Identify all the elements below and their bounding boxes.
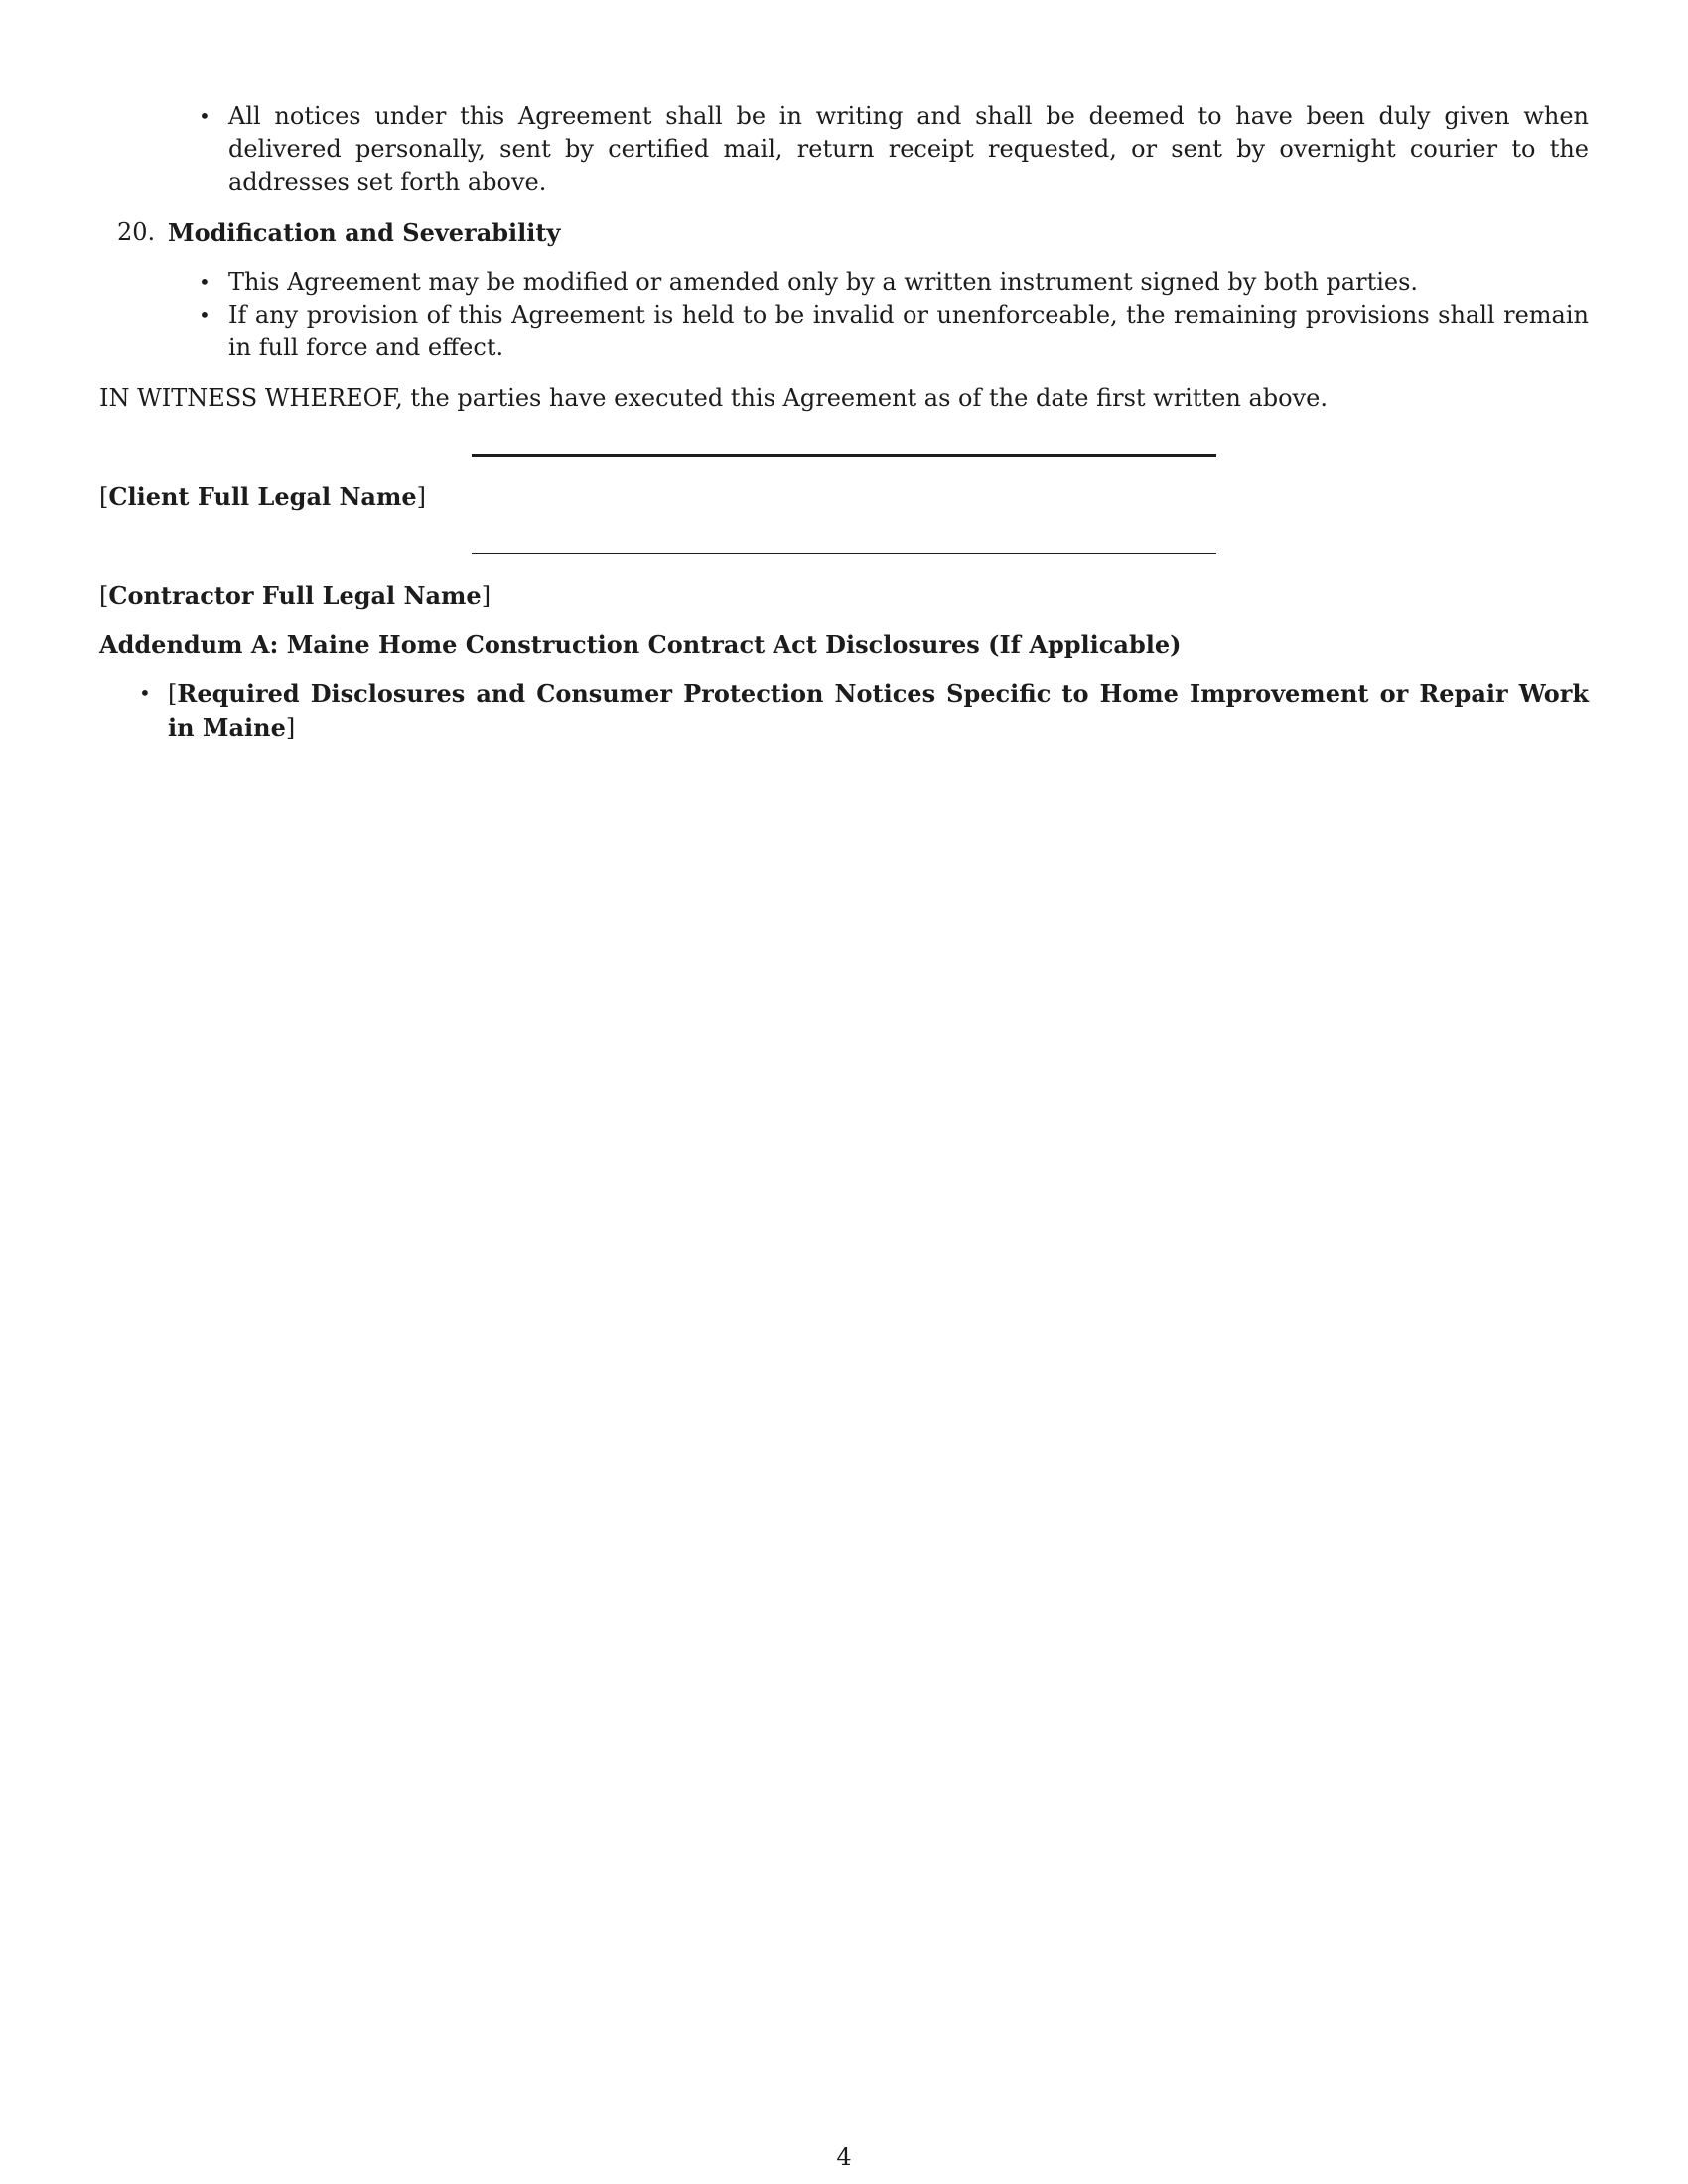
bracket-close: ]	[481, 582, 492, 610]
addendum-title: Addendum A: Maine Home Construction Contract Act Disclosures (If Applicable)	[99, 630, 1182, 659]
bullet-marker: •	[199, 104, 211, 128]
bracket-open: [	[99, 582, 109, 610]
bracket-close: ]	[416, 483, 427, 511]
section-number: 20.	[117, 218, 156, 246]
client-name-block	[99, 480, 993, 514]
severability-paragraph: If any provision of this Agreement is held to be invalid or unenforceable, the remaining provisions shall remain in full force and effect.	[228, 301, 1589, 361]
client-name: Client Full Legal Name	[108, 482, 417, 511]
contractor-signature-line	[472, 553, 1216, 554]
notices-paragraph: All notices under this Agreement shall be in writing and shall be deemed to have been duly given when delivered personally, sent by certified mail, return receipt requested, or sent by overnight courier to the addresses set forth above.	[228, 102, 1589, 196]
bracket-open: [	[168, 680, 178, 708]
addendum-disclosure	[168, 677, 1589, 745]
bullet-marker: •	[139, 681, 151, 705]
contractor-name-block	[99, 579, 993, 613]
page-number: 4	[836, 2143, 852, 2171]
modification-paragraph: This Agreement may be modified or amended only by a written instrument signed by both parties.	[228, 268, 1419, 296]
client-signature-line	[472, 454, 1216, 457]
bullet-marker: •	[199, 303, 211, 327]
bracket-open: [	[99, 483, 109, 511]
contractor-name: Contractor Full Legal Name	[108, 581, 482, 610]
witness-clause: IN WITNESS WHEREOF, the parties have executed this Agreement as of the date first written above.	[99, 384, 1328, 412]
section-heading: Modification and Severability	[168, 218, 561, 247]
addendum-disclosure-text: Required Disclosures and Consumer Protection Notices Specific to Home Improvement or Repair Work in Maine	[168, 679, 1589, 742]
bracket-close: ]	[285, 714, 296, 742]
bullet-marker: •	[199, 270, 211, 294]
